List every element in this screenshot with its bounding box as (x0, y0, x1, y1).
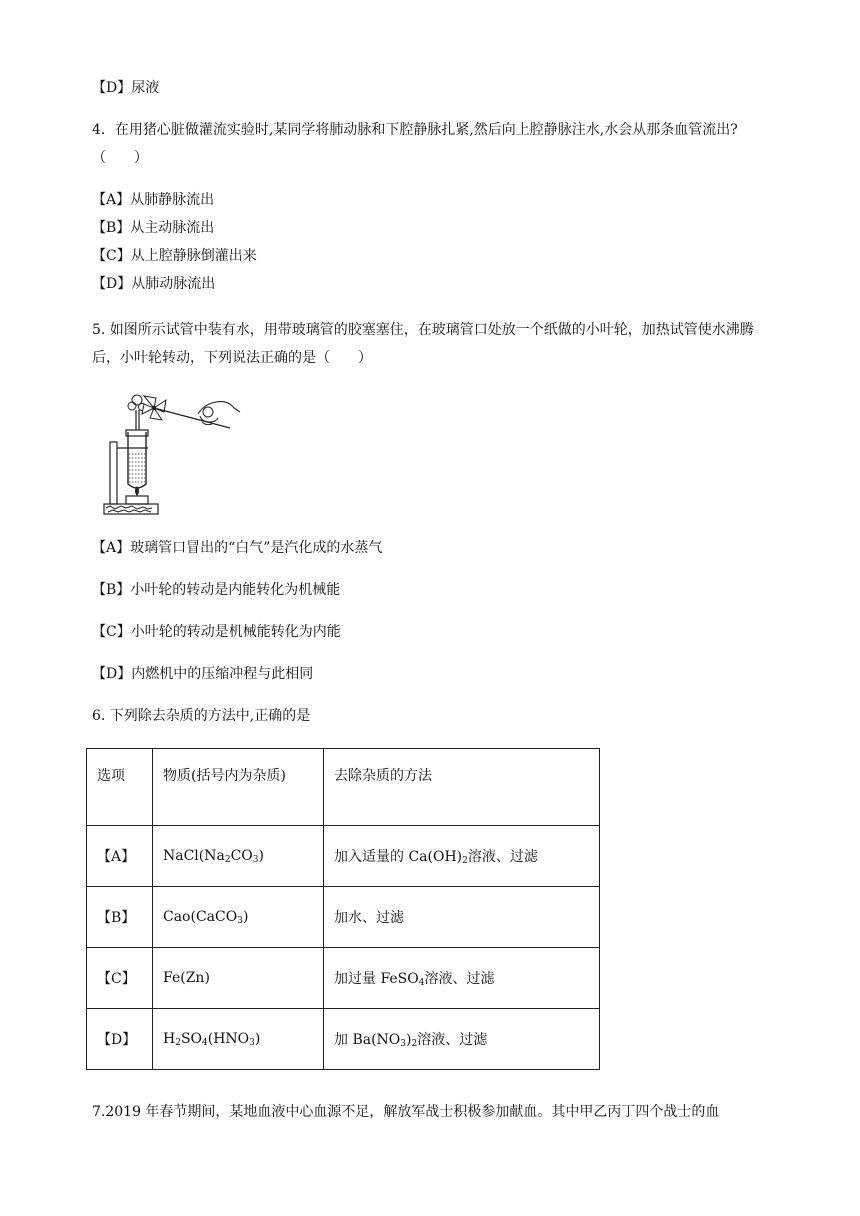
q5-option-b: 【B】小叶轮的转动是内能转化为机械能 (92, 582, 341, 598)
row-method: 加入适量的 $Ca(OH)_2$溶液、过滤 (324, 826, 600, 887)
table-row (87, 948, 600, 1009)
row-substance: $NaCl(Na_2CO_3)$ (153, 826, 324, 887)
header-method: 去除杂质的方法 (324, 749, 600, 826)
q4-option-d: 【D】从肺动脉流出 (92, 276, 216, 292)
row-substance: Fe(Zn) (153, 948, 324, 1009)
q5-option-d: 【D】内燃机中的压缩冲程与此相同 (92, 666, 314, 682)
row-label: 【C】 (87, 948, 153, 1009)
q4-stem: 4．在用猪心脏做灌流实验时,某同学将肺动脉和下腔静脉扎紧,然后向上腔静脉注水,水会从那条血管流出?（ ） (92, 122, 738, 166)
table-row (87, 887, 600, 948)
q5-stem: 5. 如图所示试管中装有水，用带玻璃管的胶塞塞住，在玻璃管口处放一个纸做的小叶轮，加热试管使水沸腾后，小叶轮转动，下列说法正确的是（ ） (92, 322, 754, 366)
row-label: 【A】 (87, 826, 153, 887)
q6-stem: 6. 下列除去杂质的方法中,正确的是 (92, 708, 311, 724)
impurity-removal-table (86, 748, 600, 1070)
q7-stem: 7.2019 年春节期间，某地血液中心血源不足，解放军战士积极参加献血。其中甲乙丙丁四个战士的血 (92, 1104, 720, 1120)
row-substance: $H_2SO_4(HNO_3)$ (153, 1009, 324, 1070)
row-label: 【D】 (87, 1009, 153, 1070)
header-option: 选项 (87, 749, 153, 826)
q4-option-c: 【C】从上腔静脉倒灌出来 (92, 248, 257, 264)
row-substance: Cao(CaCO$_3$) (153, 887, 324, 948)
row-method: 加过量 FeSO$_4$溶液、过滤 (324, 948, 600, 1009)
table-row (87, 826, 600, 887)
q4-option-a: 【A】从肺静脉流出 (92, 192, 215, 208)
q3-option-d: 【D】尿液 (92, 80, 160, 96)
q5-option-a: 【A】玻璃管口冒出的“白气”是汽化成的水蒸气 (92, 540, 383, 556)
header-substance: 物质(括号内为杂质) (153, 749, 324, 826)
table-row (87, 1009, 600, 1070)
row-method: 加水、过滤 (324, 887, 600, 948)
q4-option-b: 【B】从主动脉流出 (92, 220, 215, 236)
q5-option-c: 【C】小叶轮的转动是机械能转化为内能 (92, 624, 341, 640)
test-tube-pinwheel-figure (102, 388, 252, 516)
row-method: 加 $Ba(NO_3)_2$溶液、过滤 (324, 1009, 600, 1070)
row-label: 【B】 (87, 887, 153, 948)
table-header-row (87, 749, 600, 826)
